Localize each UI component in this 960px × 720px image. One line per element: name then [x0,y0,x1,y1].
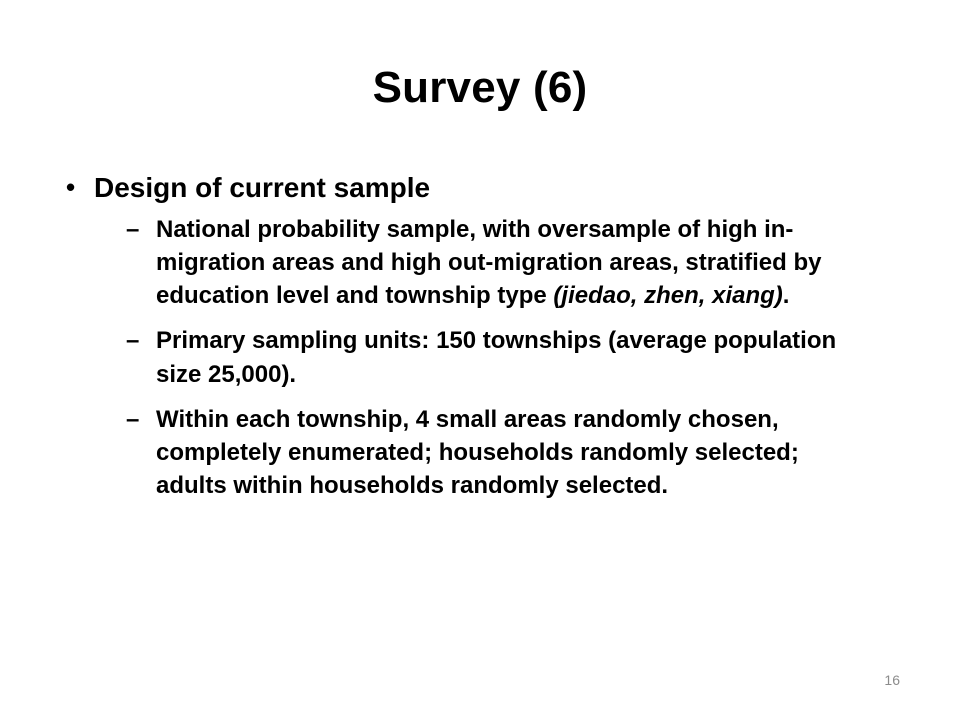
sub-bullet-text-tail: . [782,282,790,310]
sub-bullet-item [126,213,860,312]
sub-bullet-text-italic: (jiedao, zhen, xiang) [553,282,783,310]
sub-bullet-text [156,324,846,390]
sub-bullet-text-main: National probability sample, with oversample of high in-migration areas and high out-migration areas, stratified by education level and township type [156,216,822,310]
sub-bullet-list [126,213,860,502]
sub-bullet-text [156,403,846,502]
bullet-dot-icon: • [66,172,76,202]
sub-bullet-text [156,213,846,312]
main-bullet-text: Design of current sample [94,172,431,203]
main-bullet [60,170,860,205]
sub-bullet-item [126,324,860,390]
dash-icon: – [126,216,140,244]
sub-bullet-item [126,403,860,502]
slide-title: Survey (6) [372,63,588,112]
sub-bullet-text-main: Within each township, 4 small areas randomly chosen, completely enumerated; households randomly selected; adults within households randomly selected. [156,405,799,499]
dash-icon: – [126,405,140,433]
page-number: 16 [884,672,900,688]
dash-icon: – [126,327,140,355]
sub-bullet-text-main: Primary sampling units: 150 townships (average population size 25,000). [156,327,837,388]
slide-body [60,170,860,514]
